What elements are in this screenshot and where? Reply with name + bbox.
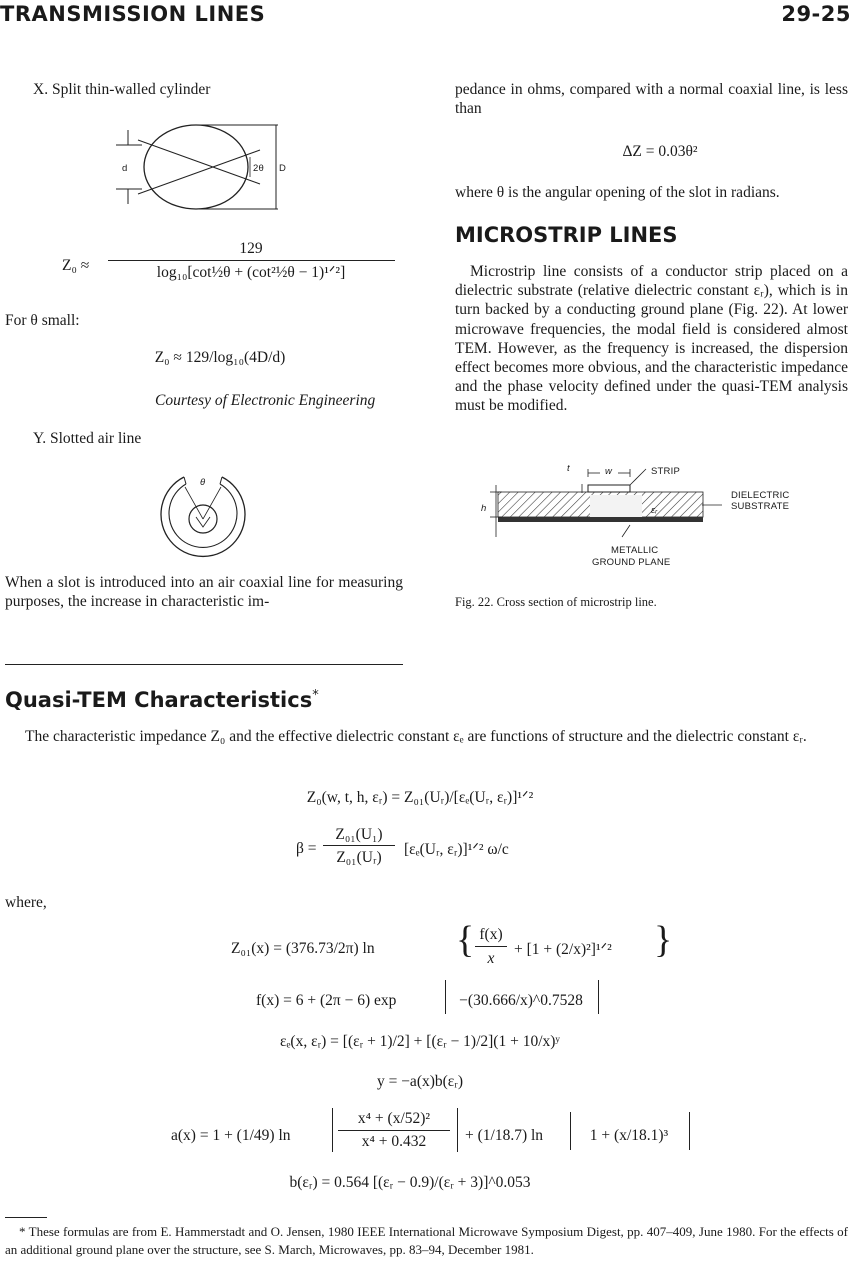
- fig22-label-metallic: METALLIC: [611, 545, 659, 556]
- eq-ax-mid: + (1/18.7) ln: [465, 1127, 544, 1144]
- eq-eps-eff: εₑ(x, εᵣ) = [(εᵣ + 1)/2] + [(εᵣ − 1)/2](1 + 10/x)ʸ: [279, 1033, 561, 1050]
- fig-x-label-D: D: [279, 163, 287, 174]
- footnote-text: * These formulas are from E. Hammerstadt and O. Jensen, 1980 IEEE International Microwave Symposium Digest, pp. 407–409, June 1980. For the effects of an additional ground plane over the structure, see S. March, Microwaves, pp. 83–94, December 1981.: [5, 1224, 848, 1257]
- brace-close: }: [654, 919, 673, 961]
- section-title-quasi-tem: [5, 688, 319, 712]
- brace-open: {: [456, 919, 475, 961]
- para-microstrip: Microstrip line consists of a conductor strip placed on a dielectric substrate (relative dielectric constant εᵣ), which is in turn backed by a conducting ground plane (Fig. 22). At lower microwave frequencies, the modal field is considered almost TEM. However, as the frequency is increased, the dispersion effect becomes more obvious, and the characteristic impedance and the phase velocity defined under the quasi-TEM analysis must be modified.: [455, 263, 848, 415]
- for-theta-small: For θ small:: [5, 312, 80, 329]
- fig22-caption: Fig. 22. Cross section of microstrip line.: [455, 595, 657, 609]
- fig22-label-dielectric: DIELECTRIC: [731, 490, 790, 501]
- eq-beta-rhs: [εₑ(Uᵣ, εᵣ)]¹ᐟ² ω/c: [404, 841, 509, 858]
- para-where-theta: where θ is the angular opening of the slot in radians.: [455, 184, 780, 201]
- eq-y: y = −a(x)b(εᵣ): [376, 1073, 464, 1090]
- eq-beta-lhs: β =: [296, 840, 317, 857]
- section-divider: [5, 664, 403, 665]
- eq-beta-num: Z₀₁(U₁): [335, 826, 383, 843]
- item-x-heading: X. Split thin-walled cylinder: [33, 81, 211, 98]
- fig22-label-substrate: SUBSTRATE: [731, 501, 790, 512]
- fig22-label-w: w: [605, 466, 613, 477]
- beta-fraction-bar: [323, 845, 395, 846]
- item-y-heading: Y. Slotted air line: [33, 430, 142, 447]
- eq-ax-bracket2: 1 + (x/18.1)³: [589, 1127, 669, 1144]
- split-cylinder-figure: [108, 112, 298, 222]
- ax-fraction-bar: [338, 1130, 450, 1131]
- z01-fraction-bar: [475, 946, 507, 947]
- fig-x-label-d: d: [122, 163, 128, 174]
- section-title-microstrip: MICROSTRIP LINES: [455, 223, 678, 247]
- eq-b-eps: b(εᵣ) = 0.564 [(εᵣ − 0.9)/(εᵣ + 3)]^0.053: [289, 1174, 531, 1191]
- eq-ax-den: x⁴ + 0.432: [361, 1133, 427, 1150]
- fig22-label-strip: STRIP: [651, 466, 680, 477]
- eq-beta-den: Z₀₁(Uᵣ): [336, 849, 382, 866]
- eq-ax-num: x⁴ + (x/52)²: [357, 1110, 431, 1127]
- courtesy-line: [155, 391, 375, 410]
- eq-z01-rhs: + [1 + (2/x)²]¹ᐟ²: [514, 941, 612, 958]
- microstrip-cross-section-figure: [470, 455, 730, 550]
- eq-fx-lhs: f(x) = 6 + (2π − 6) exp: [256, 992, 397, 1009]
- eq-z01-frac-num: f(x): [479, 926, 503, 943]
- fraction-bar: [108, 260, 395, 261]
- eq-z0-split-num: 129: [239, 240, 263, 257]
- para-slot: When a slot is introduced into an air coaxial line for measuring purposes, the increase in characteristic im-: [5, 574, 403, 611]
- fig22-label-t: t: [567, 463, 570, 474]
- fig22-label-er: εᵣ: [651, 505, 658, 516]
- page-number: 29-25: [781, 2, 851, 26]
- eq-z0-small: Z₀ ≈ 129/log₁₀(4D/d): [154, 349, 286, 366]
- eq-z0-structure: Z₀(w, t, h, εᵣ) = Z₀₁(Uᵣ)/[εₑ(Uᵣ, εᵣ)]¹ᐟ²: [306, 789, 534, 806]
- eq-z0-split-lhs: Z₀ ≈: [62, 257, 90, 274]
- courtesy-text: Courtesy of Electronic Engineering: [155, 392, 376, 409]
- fig-y-label-theta: θ: [200, 477, 206, 488]
- para-quasi-intro: The characteristic impedance Z₀ and the effective dielectric constant εₑ are functions of structure and the dielectric constant εᵣ.: [25, 728, 807, 745]
- fig22-label-h: h: [481, 503, 487, 514]
- where-label: where,: [5, 894, 47, 911]
- para-impedance-cont: pedance in ohms, compared with a normal coaxial line, is less than: [455, 81, 848, 118]
- eq-z0-split-den: log₁₀[cot½θ + (cot²½θ − 1)¹ᐟ²]: [156, 264, 346, 281]
- eq-ax-lhs: a(x) = 1 + (1/49) ln: [171, 1127, 291, 1144]
- eq-fx-bracket: −(30.666/x)^0.7528: [459, 992, 583, 1009]
- quasi-title-text: Quasi-TEM Characteristics: [5, 688, 313, 712]
- eq-z01-frac-den: x: [487, 950, 495, 967]
- running-title: TRANSMISSION LINES: [0, 2, 266, 26]
- eq-delta-z: ΔZ = 0.03θ²: [622, 143, 698, 160]
- eq-z01-lhs: Z₀₁(x) = (376.73/2π) ln: [231, 940, 375, 957]
- fig-x-label-2theta: 2θ: [253, 163, 264, 174]
- fig22-label-ground-plane: GROUND PLANE: [592, 557, 671, 568]
- footnote-rule: [5, 1217, 47, 1218]
- footnote-marker: *: [312, 688, 319, 703]
